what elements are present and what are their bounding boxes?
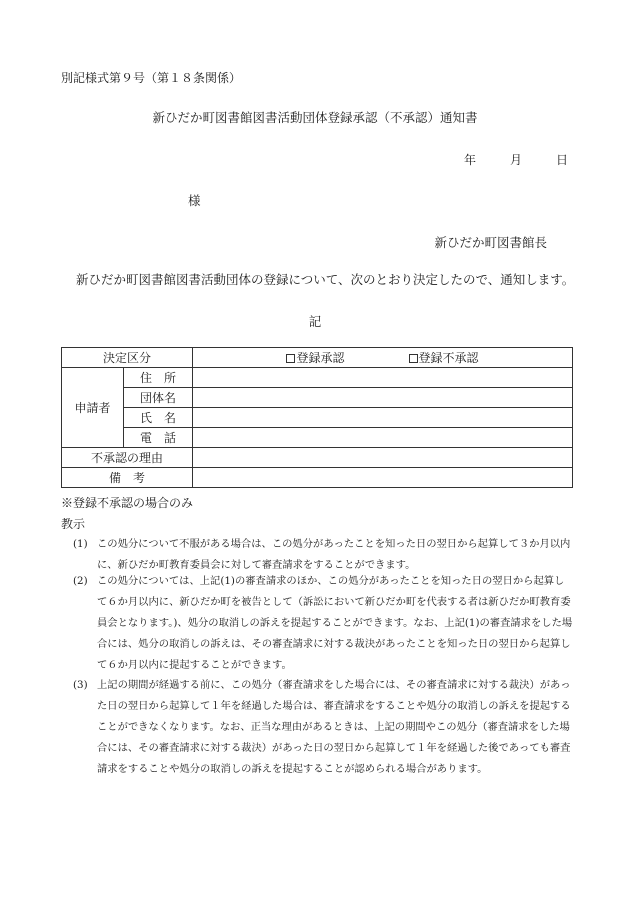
date-month-label: 月	[509, 153, 522, 167]
document-title: 新ひだか町図書館図書活動団体登録承認（不承認）通知書	[152, 110, 478, 125]
reason-row	[62, 448, 573, 468]
instructions-heading: 教示	[61, 517, 86, 531]
phone-label: 電 話	[124, 428, 193, 448]
phone-field[interactable]	[193, 428, 573, 448]
applicant-name-row	[62, 408, 573, 428]
applicant-label: 申請者	[62, 368, 124, 448]
form-number: 別記様式第９号（第１８条関係）	[61, 71, 242, 85]
option-approved[interactable]	[286, 352, 344, 364]
decision-table	[61, 347, 573, 488]
notice-body-text: 新ひだか町図書館図書活動団体の登録について、次のとおり決定したので、通知します。	[76, 272, 575, 287]
option-approved-label: 登録承認	[296, 350, 345, 365]
ki-heading: 記	[308, 314, 322, 329]
applicant-address-row	[62, 368, 573, 388]
instruction-text: この処分について不服がある場合は、この処分があったことを知った日の翌日から起算して３か月以内に、新ひだか町教育委員会に対して審査請求をすることができます。	[97, 538, 571, 571]
rejected-checkbox[interactable]	[409, 354, 418, 363]
group-name-field[interactable]	[193, 388, 573, 408]
reason-field[interactable]	[193, 448, 573, 468]
approved-checkbox[interactable]	[286, 354, 295, 363]
person-name-field[interactable]	[193, 408, 573, 428]
remarks-field[interactable]	[193, 468, 573, 488]
group-name-label: 団体名	[124, 388, 193, 408]
applicant-group-row	[62, 388, 573, 408]
decision-options	[193, 348, 573, 368]
date-year-label: 年	[463, 153, 476, 167]
remarks-label: 備 考	[62, 468, 193, 488]
decision-label: 決定区分	[62, 348, 193, 368]
instruction-item	[73, 571, 573, 676]
applicant-phone-row	[62, 428, 573, 448]
table-note: ※登録不承認の場合のみ	[61, 496, 194, 510]
instruction-number: (1)	[73, 538, 88, 550]
reason-label: 不承認の理由	[62, 448, 193, 468]
date-line	[464, 151, 568, 168]
option-rejected-label: 登録不承認	[418, 350, 479, 365]
instruction-text: この処分については、上記(1)の審査請求のほか、この処分があったことを知った日の翌日から起算して６か月以内に、新ひだか町を被告として（訴訟において新ひだか町を代表する者は新ひだか町教育委員会となります。)、処分の取消しの訴えを提起することができます。なお、上記(1)の審査請求をした場合には、処分の取消しの訴えは、その審査請求に対する裁決があったことを知った日の翌日から起算して６か月以内に提起することができます。	[97, 575, 573, 671]
addressee-suffix: 様	[188, 193, 201, 208]
address-field[interactable]	[193, 368, 573, 388]
instruction-item	[73, 534, 573, 576]
decision-row	[62, 348, 573, 368]
issuer-name: 新ひだか町図書館長	[434, 235, 547, 250]
instruction-text: 上記の期間が経過する前に、この処分（審査請求をした場合には、その審査請求に対する裁決）があった日の翌日から起算して１年を経過した場合は、審査請求をすることや処分の取消しの訴えを提起することができなくなります。なお、正当な理由があるときは、上記の期間やこの処分（審査請求をした場合には、その審査請求に対する裁決）があった日の翌日から起算して１年を経過した後であっても審査請求をすることや処分の取消しの訴えを提起することが認められる場合があります。	[97, 679, 571, 775]
date-day-label: 日	[555, 153, 568, 167]
person-name-label: 氏 名	[124, 408, 193, 428]
option-rejected[interactable]	[409, 352, 479, 364]
address-label: 住 所	[124, 368, 193, 388]
instruction-number: (2)	[73, 575, 88, 587]
instruction-number: (3)	[73, 679, 88, 691]
instruction-item	[73, 675, 573, 780]
remarks-row	[62, 468, 573, 488]
